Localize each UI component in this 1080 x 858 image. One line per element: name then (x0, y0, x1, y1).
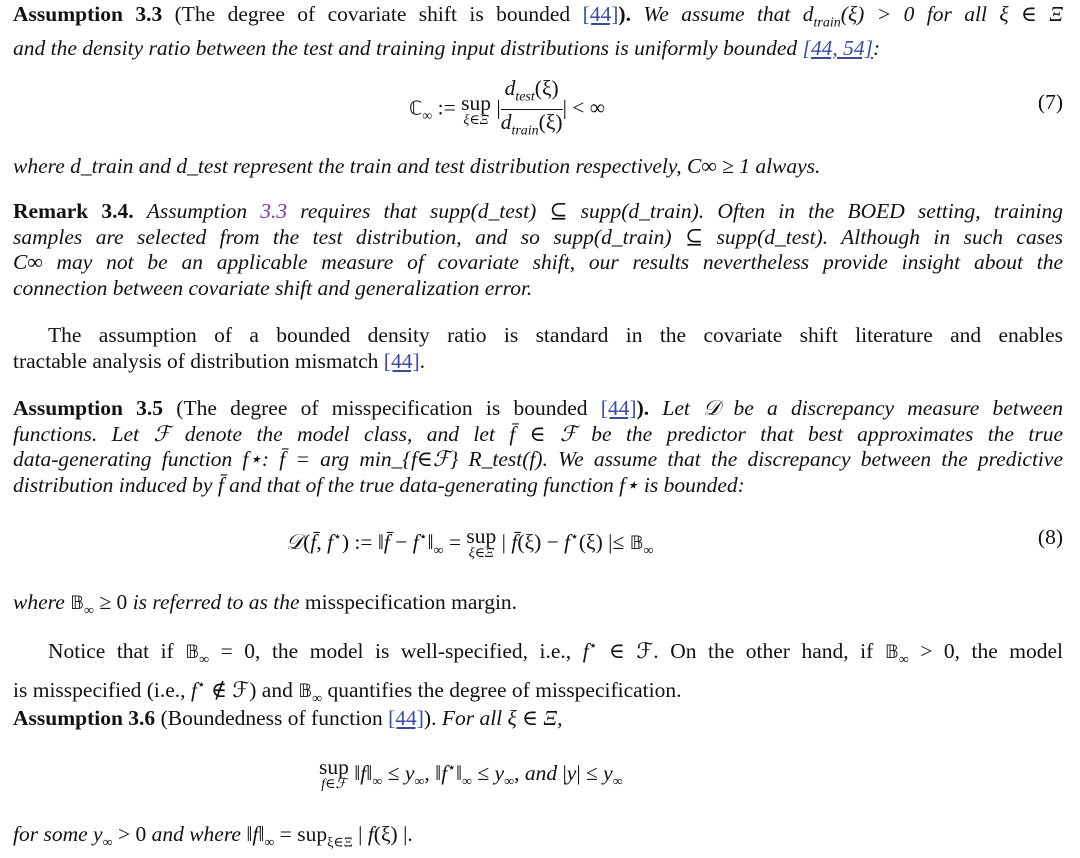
assumption-3-3-where: where d_train and d_test represent the train and test distribution respectively, C∞ ≥ 1 always. (13, 154, 821, 178)
equation-number: (7) (1037, 90, 1063, 114)
citation-link[interactable]: [44] (388, 706, 424, 730)
assumption-label: Assumption 3.5 (13, 396, 164, 420)
equation-8: 𝒟(f̄, f⋆) := ‖f̄ − $f^⋆‖_\infty$ = sup ξ∈Ξ | f̄(ξ) − f⋆(ξ) |≤ 𝔹$_\infty$ (8) (286, 524, 1063, 561)
equation-boundedness: sup f∈ℱ $‖f‖_\infty \le y_\infty$, $‖f^⋆‖_\infty \le y_\infty$, and $|y| \le y_\infty$ (319, 755, 623, 792)
assumption-3-5-where: where 𝔹$_\infty$ ≥ 0 is referred to as the misspecification margin. (13, 590, 518, 619)
citation-link[interactable]: [44] (600, 396, 637, 420)
equation-7: ℂ$_\infty$ := sup ξ∈Ξ | $\frac{d_{test}(\xi)}{d_{train}(\xi)}$ | < ∞ (7) (409, 76, 1063, 139)
citation-link[interactable]: [44, 54] (802, 35, 873, 60)
assumption-3-6: Assumption 3.6 (Boundedness of function [44]). For all ξ ∈ Ξ, (13, 706, 563, 730)
equation-number: (8) (1037, 525, 1063, 549)
assumption-3-6-where: for some $y_\infty > 0$ and where $‖f‖_\infty = sup_{\xi\in\Xi}$ | f(ξ) |. (13, 822, 413, 851)
assumption-label: Assumption 3.3 (13, 2, 163, 26)
remark-3-4: Remark 3.4. Assumption 3.3 requires that supp(d_test) ⊆ supp(d_train). Often in the BOED setting, training samples are selected from the test distribution, and so supp(d_train) ⊆ supp(d_test). Although in such cases C∞ may not be an applicable measure of covariate shift, our results nevertheless provide insight about the connection between covariate shift and generalization error. (13, 199, 1064, 300)
assumption-3-5: Assumption 3.5 (The degree of misspecification is bounded [44]). Let 𝒟 be a discrepancy measure between functions. Let ℱ denote the model class, and let f̄ ∈ ℱ be the predictor that best approximates the true data-generating function f⋆: f̄ = arg min_{f∈ℱ} R_test(f). We assume that the discrepancy between the predictive distribution induced by f̄ and that of the true data-generating function f⋆ is bounded: (13, 396, 1063, 497)
assumption-ref-link[interactable]: 3.3 (260, 199, 288, 223)
assumption-3-3: Assumption 3.3 (The degree of covariate shift is bounded [44]). We assume that $d_{train}(\xi) > 0$ for all ξ ∈ Ξ and the density ratio between the test and training input distributions is uniformly bounded [44, 54]: (13, 2, 1064, 60)
citation-link[interactable]: [44] (582, 2, 619, 26)
assumption-label: Assumption 3.6 (13, 706, 156, 730)
paragraph-bounded-density: The assumption of a bounded density ratio is standard in the covariate shift literature and enables tractable analysis of distribution mismatch [44]. (13, 323, 1063, 373)
citation-link[interactable]: [44] (383, 348, 420, 373)
remark-label: Remark 3.4. (13, 199, 134, 223)
assumption-title: (The degree of covariate shift is bounded (174, 2, 571, 26)
paragraph-misspecification: Notice that if 𝔹$_\infty$ = 0, the model is well-specified, i.e., f⋆ ∈ ℱ. On the other hand, if 𝔹$_\infty$ > 0, the model is misspecified (i.e., f⋆ ∉ ℱ) and 𝔹$_\infty$ quantifies the degree of misspecification. (13, 639, 1064, 707)
